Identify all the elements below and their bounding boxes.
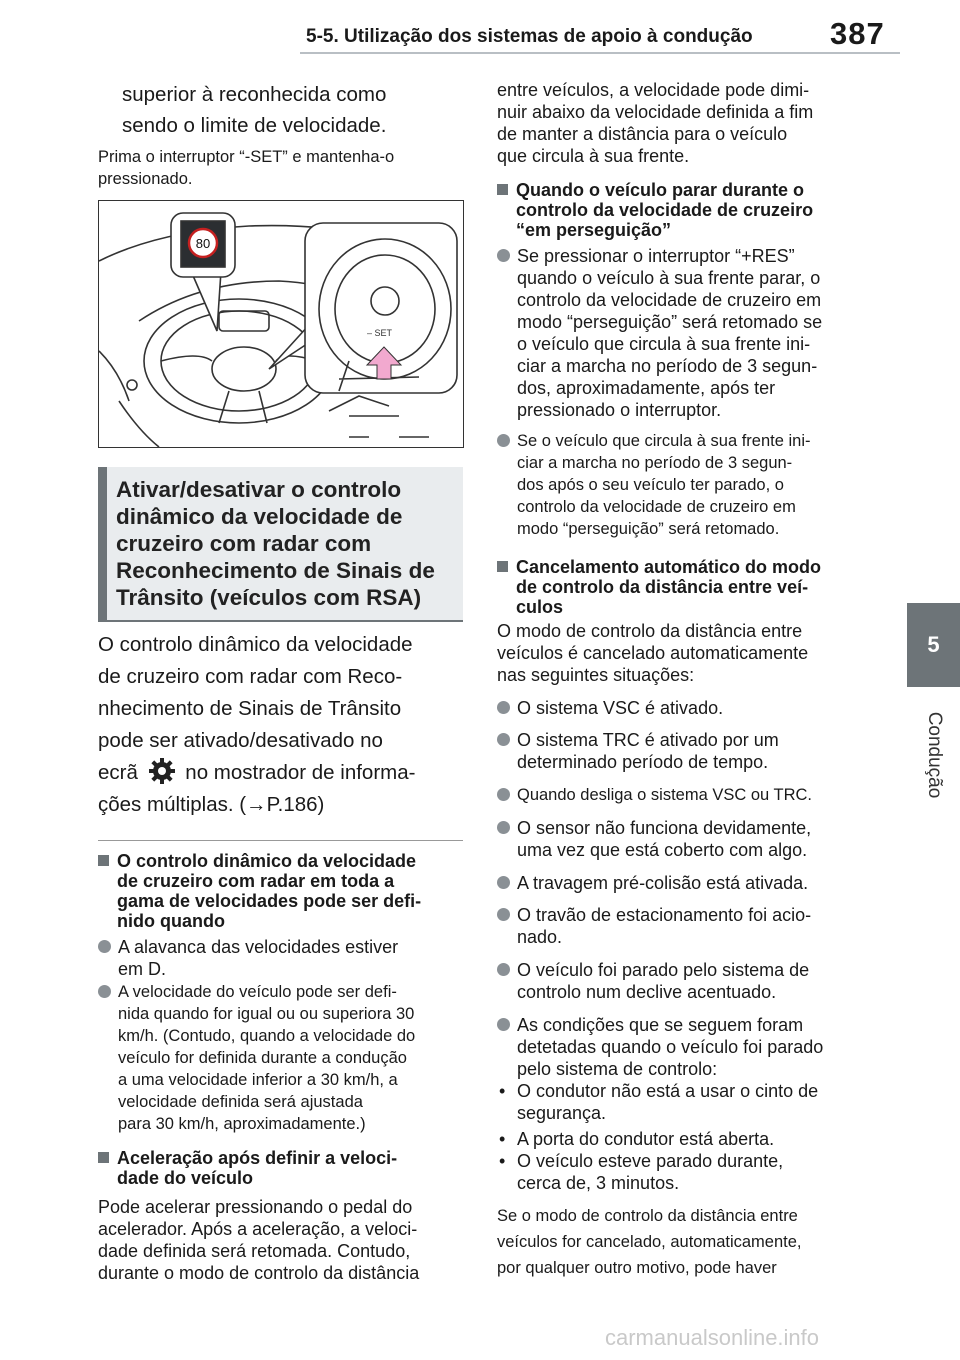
speed-sign-text: 80 [195,236,211,251]
list-item: O sensor não funciona devidamente, uma vez que está coberto com algo. [497,817,811,861]
page-number: 387 [830,16,885,51]
list-item: A velocidade do veículo pode ser defi- nida quando for igual ou ou superiora 30 km/h. (Contudo, quando a velocidade do veículo for definida durante a condução a uma velocidade inferior a 30 km/h, a velocidade definida será ajustada para 30 km/h, aproximadamente.) [98,981,415,1135]
list-item: O travão de estacionamento foi acio- nado. [497,904,811,948]
list-item: Se pressionar o interruptor “+RES” quando o veículo à sua frente parar, o controlo da velocidade de cruzeiro em modo “perseguição” será retomado se o veículo que circula à sua frente ini- ciar a marcha no período de 3 segun- dos, aproximadamente, após ter pressionado o interruptor. [497,245,822,421]
subsection-heading-4: Cancelamento automático do modo de controlo da distância entre veí- culos [497,557,821,617]
section-heading-bar [98,467,107,620]
body-text: O controlo dinâmico da velocidade de cruzeiro com radar com Reco- nhecimento de Sinais de Trânsito pode ser ativado/desativado no ecrã no mostrador de informa- ções múltiplas. (→P.186) [98,633,416,816]
list-item: Se o veículo que circula à sua frente ini- ciar a marcha no período de 3 segun- dos após o seu veículo ter parado, o controlo da velocidade de cruzeiro em modo “perseguição” será retomado. [497,430,811,540]
closing-text: Se o modo de controlo da distância entre veículos for cancelado, automaticamente, por qualquer outro motivo, pode haver [497,1207,802,1277]
section-heading: Ativar/desativar o controlo dinâmico da velocidade de cruzeiro com radar com Reconhecimento de Sinais de Trânsito (veículos com RSA) [116,477,435,610]
list-item: A alavanca das velocidades estiver em D. [98,936,398,980]
list-item: As condições que se seguem foram detetadas quando o veículo foi parado pelo sistema de controlo: [497,1014,823,1080]
separator [98,840,463,841]
subsection-heading-2: Aceleração após definir a veloci- dade do veículo [98,1148,397,1188]
list-item: Quando desliga o sistema VSC ou TRC. [497,784,812,806]
list-item: O veículo foi parado pelo sistema de controlo num declive acentuado. [497,959,809,1003]
switch-label: – SET [367,328,393,338]
press-line-1: Prima o interruptor “-SET” e mantenha-o [98,148,395,166]
section-title: 5-5. Utilização dos sistemas de apoio à condução [306,26,753,47]
chapter-tab-number: 5 [907,603,960,687]
arrow-icon: → [246,793,267,816]
intro-line-1: superior à reconhecida como [122,83,387,106]
subsection-heading-1: O controlo dinâmico da velocidade de cruzeiro com radar em toda a gama de velocidades pode ser defi- nido quando [98,851,468,931]
list-item: O sistema VSC é ativado. [497,697,723,719]
list-item: O sistema TRC é ativado por um determinado período de tempo. [497,729,779,773]
dash-item: • O veículo esteve parado durante, cerca de, 3 minutos. [499,1151,784,1193]
sub2-body: Pode acelerar pressionando o pedal do acelerador. Após a aceleração, a veloci- dade definida será retomada. Contudo, durante o modo de controlo da distância [98,1197,420,1283]
steering-wheel-illustration [98,200,464,448]
chapter-tab-label: Condução [923,711,945,799]
subsection-heading-3: Quando o veículo parar durante o controlo da velocidade de cruzeiro “em perseguição” [497,180,813,240]
continued-text: entre veículos, a velocidade pode dimi- nuir abaixo da velocidade definida a fim de manter a distância para o veículo que circula à sua frente. [497,80,814,166]
intro-line-2: sendo o limite de velocidade. [122,114,387,137]
press-line-2: pressionado. [98,170,193,188]
list-item: A travagem pré-colisão está ativada. [497,872,808,894]
sub4-body: O modo de controlo da distância entre veículos é cancelado automaticamente nas seguintes situações: [497,621,809,685]
dash-item: • O condutor não está a usar o cinto de segurança. [499,1081,819,1123]
dash-item: • A porta do condutor está aberta. [499,1129,775,1149]
watermark: carmanualsonline.info [605,1325,820,1350]
section-heading-rule [98,620,463,622]
header-rule [300,52,900,54]
